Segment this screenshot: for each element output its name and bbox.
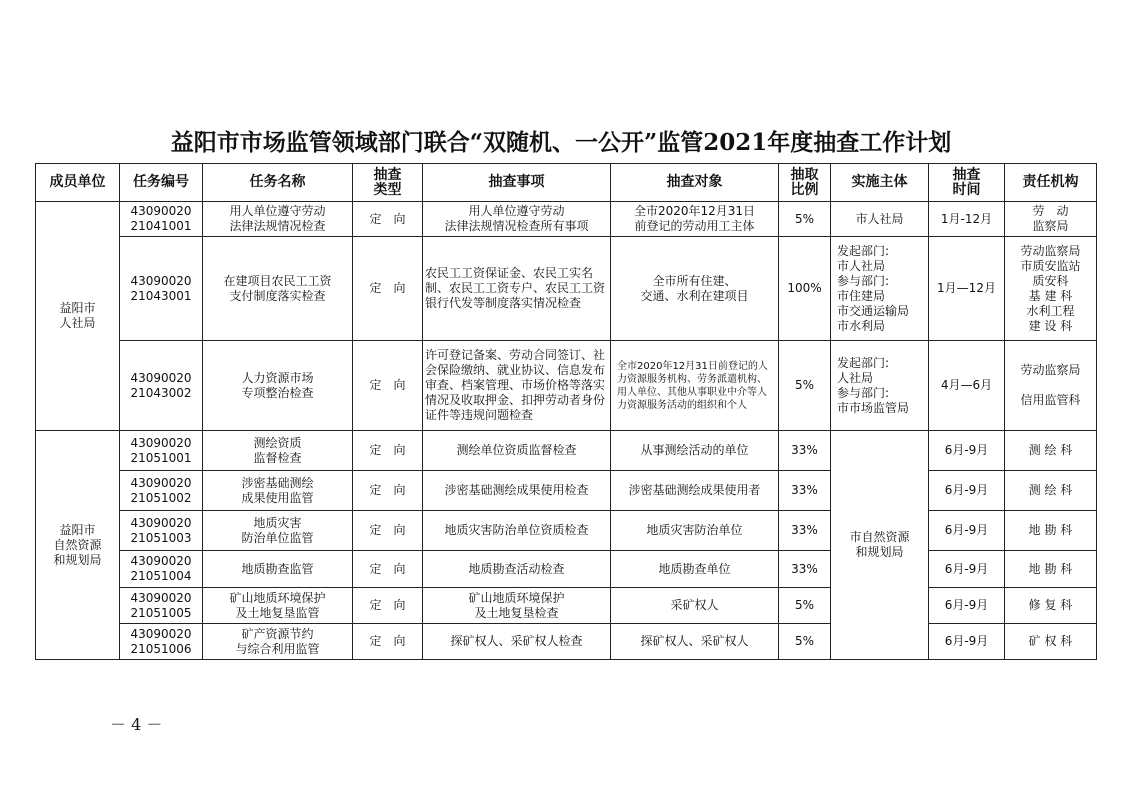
task-name: 涉密基础测绘 成果使用监管 (203, 471, 353, 511)
table-row (36, 237, 1097, 341)
header-time: 抽查 时间 (929, 164, 1005, 202)
inspection-target: 全市所有住建、 交通、水利在建项目 (611, 237, 779, 341)
task-code: 43090020 21051001 (120, 431, 203, 471)
sampling-ratio: 33% (779, 551, 831, 588)
inspection-items: 地质勘查活动检查 (423, 551, 611, 588)
inspection-time: 6月-9月 (929, 511, 1005, 551)
implementing-subject: 发起部门: 人社局 参与部门: 市市场监管局 (831, 341, 929, 431)
inspection-target: 地质勘查单位 (611, 551, 779, 588)
inspection-time: 6月-9月 (929, 624, 1005, 660)
sampling-ratio: 100% (779, 237, 831, 341)
sampling-ratio: 33% (779, 471, 831, 511)
inspection-items: 地质灾害防治单位资质检查 (423, 511, 611, 551)
responsible-agency: 地 勘 科 (1005, 551, 1097, 588)
inspection-type: 定 向 (353, 588, 423, 624)
inspection-time: 1月-12月 (929, 202, 1005, 237)
page-title: 益阳市市场监管领域部门联合“双随机、一公开”监管2021年度抽查工作计划 (170, 129, 952, 156)
header-unit: 成员单位 (36, 164, 120, 202)
inspection-type: 定 向 (353, 202, 423, 237)
task-name: 地质灾害 防治单位监管 (203, 511, 353, 551)
responsible-agency: 地 勘 科 (1005, 511, 1097, 551)
inspection-type: 定 向 (353, 624, 423, 660)
sampling-ratio: 33% (779, 511, 831, 551)
header-type: 抽查 类型 (353, 164, 423, 202)
inspection-type: 定 向 (353, 341, 423, 431)
implementing-subject: 发起部门: 市人社局 参与部门: 市住建局 市交通运输局 市水利局 (831, 237, 929, 341)
inspection-type: 定 向 (353, 471, 423, 511)
responsible-agency: 修 复 科 (1005, 588, 1097, 624)
inspection-items: 涉密基础测绘成果使用检查 (423, 471, 611, 511)
task-code: 43090020 21051006 (120, 624, 203, 660)
inspection-items: 农民工工资保证金、农民工实名制、农民工工资专户、农民工工资银行代发等制度落实情况检查 (423, 237, 611, 341)
inspection-time: 6月-9月 (929, 471, 1005, 511)
sampling-ratio: 5% (779, 624, 831, 660)
sampling-ratio: 5% (779, 588, 831, 624)
task-code: 43090020 21051004 (120, 551, 203, 588)
task-name: 用人单位遵守劳动 法律法规情况检查 (203, 202, 353, 237)
member-unit-cell: 益阳市 人社局 (36, 202, 120, 431)
task-name: 在建项目农民工工资 支付制度落实检查 (203, 237, 353, 341)
inspection-items: 许可登记备案、劳动合同签订、社会保险缴纳、就业协议、信息发布审查、档案管理、市场价格等落实情况及收取押金、扣押劳动者身份证件等违规问题检查 (423, 341, 611, 431)
member-unit-cell: 益阳市 自然资源 和规划局 (36, 431, 120, 660)
inspection-target: 全市2020年12月31日 前登记的劳动用工主体 (611, 202, 779, 237)
task-code: 43090020 21051002 (120, 471, 203, 511)
inspection-items: 探矿权人、采矿权人检查 (423, 624, 611, 660)
header-agency: 责任机构 (1005, 164, 1097, 202)
page-number: － 4 － (110, 715, 163, 734)
implementing-subject: 市人社局 (831, 202, 929, 237)
task-code: 43090020 21041001 (120, 202, 203, 237)
table-row (36, 431, 1097, 471)
header-items: 抽查事项 (423, 164, 611, 202)
inspection-time: 4月—6月 (929, 341, 1005, 431)
inspection-plan-table (35, 163, 1097, 660)
inspection-type: 定 向 (353, 431, 423, 471)
inspection-time: 6月-9月 (929, 551, 1005, 588)
responsible-agency: 矿 权 科 (1005, 624, 1097, 660)
inspection-target: 从事测绘活动的单位 (611, 431, 779, 471)
header-code: 任务编号 (120, 164, 203, 202)
inspection-target: 地质灾害防治单位 (611, 511, 779, 551)
task-name: 矿产资源节约 与综合利用监管 (203, 624, 353, 660)
header-row (36, 164, 1097, 202)
inspection-target: 采矿权人 (611, 588, 779, 624)
sampling-ratio: 5% (779, 341, 831, 431)
task-name: 人力资源市场 专项整治检查 (203, 341, 353, 431)
inspection-time: 6月-9月 (929, 431, 1005, 471)
task-code: 43090020 21051003 (120, 511, 203, 551)
table-row (36, 588, 1097, 624)
task-code: 43090020 21043001 (120, 237, 203, 341)
table-row (36, 471, 1097, 511)
responsible-agency: 劳 动 监察局 (1005, 202, 1097, 237)
implementing-subject: 市自然资源 和规划局 (831, 431, 929, 660)
inspection-items: 用人单位遵守劳动 法律法规情况检查所有事项 (423, 202, 611, 237)
task-code: 43090020 21051005 (120, 588, 203, 624)
task-code: 43090020 21043002 (120, 341, 203, 431)
task-name: 矿山地质环境保护 及土地复垦监管 (203, 588, 353, 624)
inspection-target: 全市2020年12月31日前登记的人力资源服务机构、劳务派遣机构、用人单位、其他从事职业中介等人力资源服务活动的组织和个人 (611, 341, 779, 431)
responsible-agency: 测 绘 科 (1005, 471, 1097, 511)
inspection-type: 定 向 (353, 511, 423, 551)
header-name: 任务名称 (203, 164, 353, 202)
task-name: 地质勘查监管 (203, 551, 353, 588)
table-row (36, 511, 1097, 551)
inspection-time: 1月—12月 (929, 237, 1005, 341)
inspection-target: 涉密基础测绘成果使用者 (611, 471, 779, 511)
inspection-time: 6月-9月 (929, 588, 1005, 624)
inspection-type: 定 向 (353, 551, 423, 588)
responsible-agency: 劳动监察局 信用监管科 (1005, 341, 1097, 431)
inspection-items: 测绘单位资质监督检查 (423, 431, 611, 471)
header-subject: 实施主体 (831, 164, 929, 202)
table-row (36, 202, 1097, 237)
table-row (36, 341, 1097, 431)
task-name: 测绘资质 监督检查 (203, 431, 353, 471)
sampling-ratio: 33% (779, 431, 831, 471)
responsible-agency: 劳动监察局 市质安监站 质安科 基 建 科 水利工程 建 设 科 (1005, 237, 1097, 341)
inspection-target: 探矿权人、采矿权人 (611, 624, 779, 660)
sampling-ratio: 5% (779, 202, 831, 237)
table-row (36, 551, 1097, 588)
inspection-items: 矿山地质环境保护 及土地复垦检查 (423, 588, 611, 624)
header-target: 抽查对象 (611, 164, 779, 202)
responsible-agency: 测 绘 科 (1005, 431, 1097, 471)
inspection-type: 定 向 (353, 237, 423, 341)
table-row (36, 624, 1097, 660)
header-ratio: 抽取 比例 (779, 164, 831, 202)
